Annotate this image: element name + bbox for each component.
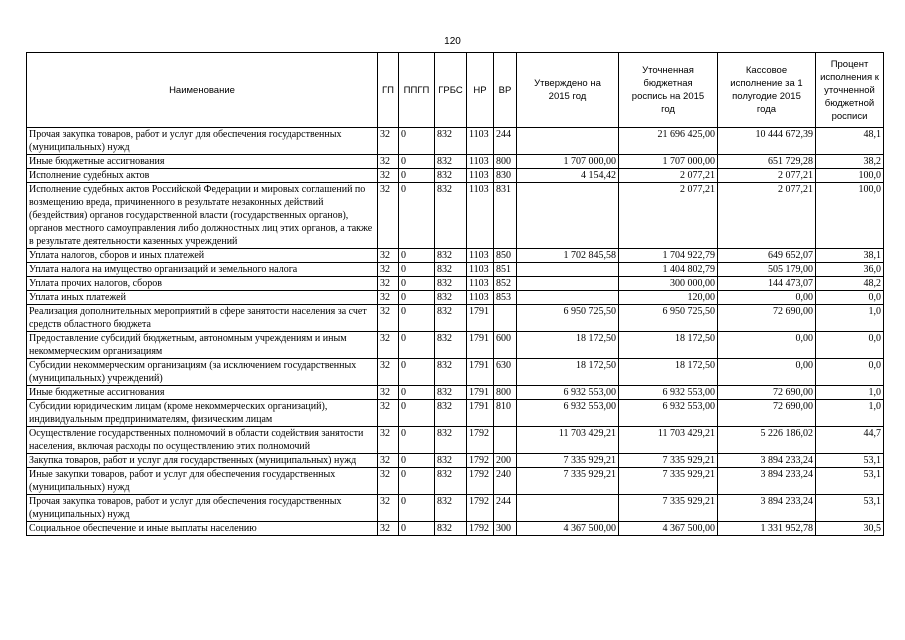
cell-gp: 32: [378, 468, 399, 495]
cell-name: Уплата иных платежей: [27, 291, 378, 305]
cell-ppgp: 0: [399, 128, 435, 155]
cell-grbs: 832: [435, 277, 467, 291]
cell-approved: 7 335 929,21: [517, 454, 619, 468]
cell-refined: 1 707 000,00: [619, 155, 718, 169]
cell-approved: 18 172,50: [517, 359, 619, 386]
cell-percent: 0,0: [816, 332, 884, 359]
header-ppgp: ППГП: [399, 53, 435, 128]
table-row: [27, 522, 884, 536]
cell-grbs: 832: [435, 400, 467, 427]
cell-np: 1791: [467, 359, 494, 386]
cell-vr: 200: [494, 454, 517, 468]
header-name: Наименование: [27, 53, 378, 128]
table-row: [27, 183, 884, 249]
cell-gp: 32: [378, 291, 399, 305]
cell-grbs: 832: [435, 454, 467, 468]
cell-ppgp: 0: [399, 522, 435, 536]
cell-cash: 0,00: [718, 332, 816, 359]
cell-approved: 4 154,42: [517, 169, 619, 183]
cell-gp: 32: [378, 277, 399, 291]
cell-name: Предоставление субсидий бюджетным, автономным учреждениям и иным некоммерческим организациям: [27, 332, 378, 359]
cell-vr: 831: [494, 183, 517, 249]
cell-cash: 72 690,00: [718, 305, 816, 332]
cell-np: 1103: [467, 169, 494, 183]
cell-ppgp: 0: [399, 277, 435, 291]
cell-grbs: 832: [435, 183, 467, 249]
cell-percent: 100,0: [816, 183, 884, 249]
cell-approved: [517, 291, 619, 305]
cell-ppgp: 0: [399, 454, 435, 468]
cell-percent: 1,0: [816, 400, 884, 427]
cell-cash: 10 444 672,39: [718, 128, 816, 155]
cell-cash: 1 331 952,78: [718, 522, 816, 536]
cell-vr: 244: [494, 128, 517, 155]
cell-ppgp: 0: [399, 169, 435, 183]
cell-approved: 6 932 553,00: [517, 400, 619, 427]
cell-grbs: 832: [435, 359, 467, 386]
cell-percent: 48,1: [816, 128, 884, 155]
cell-gp: 32: [378, 249, 399, 263]
cell-percent: 0,0: [816, 359, 884, 386]
cell-approved: 1 707 000,00: [517, 155, 619, 169]
cell-np: 1103: [467, 263, 494, 277]
cell-vr: [494, 427, 517, 454]
cell-cash: 3 894 233,24: [718, 468, 816, 495]
cell-cash: 649 652,07: [718, 249, 816, 263]
cell-vr: 830: [494, 169, 517, 183]
cell-ppgp: 0: [399, 468, 435, 495]
cell-grbs: 832: [435, 291, 467, 305]
cell-percent: 53,1: [816, 468, 884, 495]
cell-name: Иные бюджетные ассигнования: [27, 386, 378, 400]
cell-percent: 53,1: [816, 454, 884, 468]
table-row: [27, 495, 884, 522]
cell-approved: [517, 495, 619, 522]
cell-name: Субсидии некоммерческим организациям (за исключением государственных (муниципальных) учреждений): [27, 359, 378, 386]
cell-grbs: 832: [435, 128, 467, 155]
cell-name: Прочая закупка товаров, работ и услуг для обеспечения государственных (муниципальных) нужд: [27, 495, 378, 522]
cell-cash: 0,00: [718, 359, 816, 386]
cell-np: 1103: [467, 291, 494, 305]
table-row: [27, 386, 884, 400]
cell-cash: 144 473,07: [718, 277, 816, 291]
table-row: [27, 305, 884, 332]
cell-refined: 2 077,21: [619, 183, 718, 249]
cell-refined: 1 704 922,79: [619, 249, 718, 263]
cell-name: Закупка товаров, работ и услуг для государственных (муниципальных) нужд: [27, 454, 378, 468]
cell-percent: 1,0: [816, 386, 884, 400]
cell-np: 1791: [467, 305, 494, 332]
cell-ppgp: 0: [399, 291, 435, 305]
cell-refined: 4 367 500,00: [619, 522, 718, 536]
cell-approved: [517, 128, 619, 155]
cell-np: 1791: [467, 386, 494, 400]
cell-percent: 48,2: [816, 277, 884, 291]
cell-gp: 32: [378, 359, 399, 386]
cell-refined: 6 932 553,00: [619, 386, 718, 400]
cell-name: Социальное обеспечение и иные выплаты населению: [27, 522, 378, 536]
cell-gp: 32: [378, 522, 399, 536]
cell-grbs: 832: [435, 332, 467, 359]
cell-grbs: 832: [435, 522, 467, 536]
cell-refined: 7 335 929,21: [619, 468, 718, 495]
cell-percent: 1,0: [816, 305, 884, 332]
table-row: [27, 155, 884, 169]
cell-approved: 1 702 845,58: [517, 249, 619, 263]
cell-grbs: 832: [435, 305, 467, 332]
cell-np: 1792: [467, 468, 494, 495]
cell-gp: 32: [378, 332, 399, 359]
cell-approved: 4 367 500,00: [517, 522, 619, 536]
cell-refined: 18 172,50: [619, 332, 718, 359]
cell-vr: [494, 305, 517, 332]
cell-percent: 38,2: [816, 155, 884, 169]
cell-gp: 32: [378, 169, 399, 183]
cell-cash: 5 226 186,02: [718, 427, 816, 454]
table-row: [27, 169, 884, 183]
cell-name: Прочая закупка товаров, работ и услуг для обеспечения государственных (муниципальных) нужд: [27, 128, 378, 155]
cell-cash: 72 690,00: [718, 400, 816, 427]
cell-ppgp: 0: [399, 495, 435, 522]
cell-grbs: 832: [435, 169, 467, 183]
cell-refined: 7 335 929,21: [619, 454, 718, 468]
cell-approved: 18 172,50: [517, 332, 619, 359]
cell-gp: 32: [378, 128, 399, 155]
table-row: [27, 454, 884, 468]
table-row: [27, 263, 884, 277]
cell-grbs: 832: [435, 155, 467, 169]
table-row: [27, 332, 884, 359]
cell-cash: 505 179,00: [718, 263, 816, 277]
cell-gp: 32: [378, 400, 399, 427]
cell-grbs: 832: [435, 249, 467, 263]
cell-np: 1792: [467, 522, 494, 536]
cell-refined: 6 932 553,00: [619, 400, 718, 427]
cell-name: Осуществление государственных полномочий в области содействия занятости населения, включая расходы по осуществлению этих полномочий: [27, 427, 378, 454]
cell-gp: 32: [378, 495, 399, 522]
table-row: [27, 468, 884, 495]
cell-ppgp: 0: [399, 332, 435, 359]
cell-name: Исполнение судебных актов: [27, 169, 378, 183]
cell-grbs: 832: [435, 263, 467, 277]
cell-np: 1791: [467, 332, 494, 359]
cell-cash: 0,00: [718, 291, 816, 305]
cell-name: Иные бюджетные ассигнования: [27, 155, 378, 169]
cell-percent: 44,7: [816, 427, 884, 454]
cell-percent: 53,1: [816, 495, 884, 522]
cell-approved: [517, 263, 619, 277]
cell-np: 1103: [467, 128, 494, 155]
header-approved: Утверждено на 2015 год: [517, 53, 619, 128]
cell-cash: 2 077,21: [718, 169, 816, 183]
cell-np: 1103: [467, 277, 494, 291]
cell-percent: 36,0: [816, 263, 884, 277]
cell-name: Реализация дополнительных мероприятий в сфере занятости населения за счет средств областного бюджета: [27, 305, 378, 332]
cell-percent: 100,0: [816, 169, 884, 183]
cell-ppgp: 0: [399, 427, 435, 454]
cell-gp: 32: [378, 427, 399, 454]
cell-ppgp: 0: [399, 183, 435, 249]
cell-gp: 32: [378, 454, 399, 468]
cell-refined: 21 696 425,00: [619, 128, 718, 155]
cell-vr: 630: [494, 359, 517, 386]
table-row: [27, 291, 884, 305]
cell-ppgp: 0: [399, 155, 435, 169]
cell-grbs: 832: [435, 495, 467, 522]
cell-vr: 851: [494, 263, 517, 277]
cell-refined: 18 172,50: [619, 359, 718, 386]
cell-name: Уплата налога на имущество организаций и земельного налога: [27, 263, 378, 277]
cell-approved: 7 335 929,21: [517, 468, 619, 495]
cell-approved: 11 703 429,21: [517, 427, 619, 454]
table-header-row: [27, 53, 884, 128]
cell-gp: 32: [378, 263, 399, 277]
table-row: [27, 427, 884, 454]
cell-cash: 72 690,00: [718, 386, 816, 400]
cell-approved: [517, 183, 619, 249]
cell-percent: 30,5: [816, 522, 884, 536]
cell-name: Иные закупки товаров, работ и услуг для обеспечения государственных (муниципальных) нужд: [27, 468, 378, 495]
cell-np: 1103: [467, 249, 494, 263]
cell-ppgp: 0: [399, 305, 435, 332]
cell-gp: 32: [378, 305, 399, 332]
cell-gp: 32: [378, 155, 399, 169]
cell-approved: [517, 277, 619, 291]
cell-cash: 3 894 233,24: [718, 495, 816, 522]
cell-np: 1103: [467, 183, 494, 249]
cell-ppgp: 0: [399, 386, 435, 400]
cell-cash: 2 077,21: [718, 183, 816, 249]
cell-grbs: 832: [435, 427, 467, 454]
cell-approved: 6 932 553,00: [517, 386, 619, 400]
cell-grbs: 832: [435, 468, 467, 495]
table-row: [27, 249, 884, 263]
cell-ppgp: 0: [399, 359, 435, 386]
header-vr: ВР: [494, 53, 517, 128]
cell-vr: 600: [494, 332, 517, 359]
table-row: [27, 359, 884, 386]
cell-approved: 6 950 725,50: [517, 305, 619, 332]
cell-vr: 810: [494, 400, 517, 427]
table-row: [27, 400, 884, 427]
cell-percent: 38,1: [816, 249, 884, 263]
header-gp: ГП: [378, 53, 399, 128]
cell-gp: 32: [378, 183, 399, 249]
cell-percent: 0,0: [816, 291, 884, 305]
cell-grbs: 832: [435, 386, 467, 400]
cell-refined: 7 335 929,21: [619, 495, 718, 522]
cell-gp: 32: [378, 386, 399, 400]
cell-np: 1103: [467, 155, 494, 169]
cell-refined: 11 703 429,21: [619, 427, 718, 454]
cell-vr: 800: [494, 155, 517, 169]
page-number: 120: [444, 36, 461, 47]
cell-np: 1791: [467, 400, 494, 427]
cell-name: Уплата налогов, сборов и иных платежей: [27, 249, 378, 263]
table-row: [27, 128, 884, 155]
cell-np: 1792: [467, 454, 494, 468]
cell-np: 1792: [467, 495, 494, 522]
cell-np: 1792: [467, 427, 494, 454]
cell-refined: 6 950 725,50: [619, 305, 718, 332]
cell-vr: 244: [494, 495, 517, 522]
cell-name: Исполнение судебных актов Российской Федерации и мировых соглашений по возмещению вреда, причиненного в результате незаконных действий (бездействия) органов государственной власти (государственных органов), органов местного самоуправления либо должностных лиц этих органов, а также в результате деятельности казенных учреждений: [27, 183, 378, 249]
header-grbs: ГРБС: [435, 53, 467, 128]
cell-cash: 651 729,28: [718, 155, 816, 169]
cell-vr: 850: [494, 249, 517, 263]
cell-vr: 300: [494, 522, 517, 536]
cell-ppgp: 0: [399, 400, 435, 427]
cell-refined: 2 077,21: [619, 169, 718, 183]
header-np: НР: [467, 53, 494, 128]
cell-refined: 120,00: [619, 291, 718, 305]
cell-vr: 853: [494, 291, 517, 305]
cell-vr: 852: [494, 277, 517, 291]
cell-ppgp: 0: [399, 249, 435, 263]
header-percent: Процент исполнения к уточненной бюджетной росписи: [816, 53, 884, 128]
cell-name: Субсидии юридическим лицам (кроме некоммерческих организаций), индивидуальным предпринимателям, физическим лицам: [27, 400, 378, 427]
cell-name: Уплата прочих налогов, сборов: [27, 277, 378, 291]
budget-table: [26, 52, 884, 536]
cell-vr: 800: [494, 386, 517, 400]
cell-refined: 1 404 802,79: [619, 263, 718, 277]
header-refined: Уточненная бюджетная роспись на 2015 год: [619, 53, 718, 128]
cell-cash: 3 894 233,24: [718, 454, 816, 468]
table-row: [27, 277, 884, 291]
cell-vr: 240: [494, 468, 517, 495]
cell-ppgp: 0: [399, 263, 435, 277]
cell-refined: 300 000,00: [619, 277, 718, 291]
header-cash: Кассовое исполнение за 1 полугодие 2015 года: [718, 53, 816, 128]
